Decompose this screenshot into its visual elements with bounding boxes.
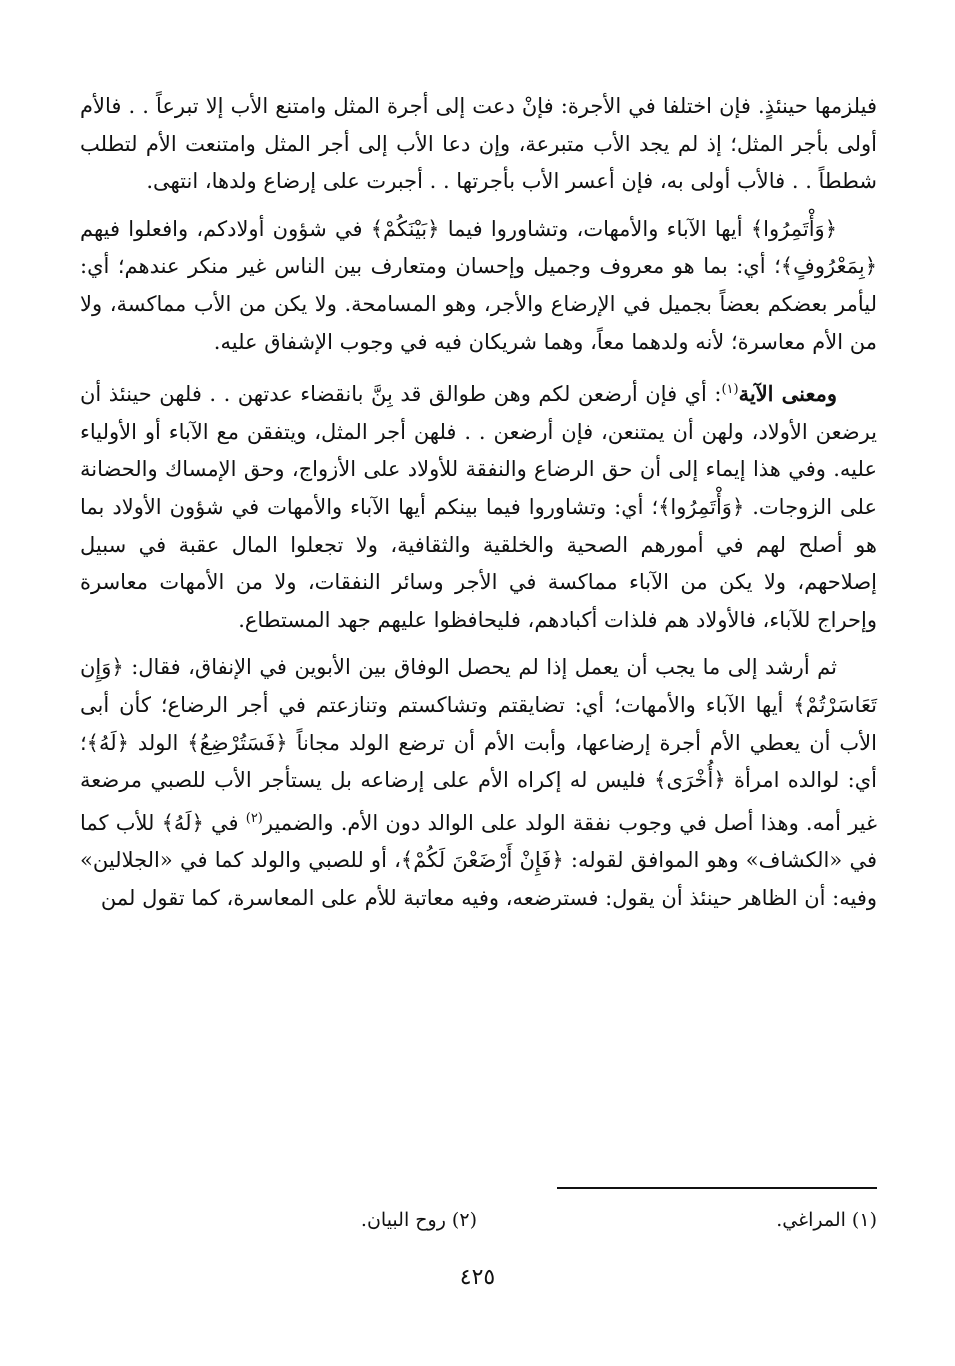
paragraph-3-text: : أي فإن أرضعن لكم وهن طوالق قد بِنَّ بانقضاء عدتهن . . فلهن حينئذ أن يرضعن الأولاد، ولهن أن يمتنعن، فإن أرضعن . . فلهن أجر المثل، ويتفقن مع الآباء أو الأولياء عليه. وفي هذا إيماء إلى أن حق الرضاع والنفقة للأولاد على الأزواج، وحق الإمساك والحضانة على الزوجات. ﴿وَأْتَمِرُوا﴾؛ أي: وتشاوروا فيما بينكم أيها الآباء والأمهات في شؤون الأولاد بما هو أصلح لهم في أمورهم الصحية والخلقية والثقافية، ولا تجعلوا المال عقبة في سبيل إصلاحهم، ولا يكن من الآباء مماكسة في الأجر وسائر النفقات، ولا من الأمهات معاسرة وإحراج للآباء، فالأولاد هم فلذات أكبادهم، فليحافظوا عليهم جهد المستطاع. [80, 382, 877, 632]
page-body [80, 88, 877, 917]
paragraph-4-text-after: في ﴿لَهُ﴾ للأب كما في «الكشاف» وهو الموافق لقوله: ﴿فَإِنْ أَرْضَعْنَ لَكُمْ﴾، أو للصبي والولد كما في «الجلالين» وفيه: أن الظاهر حينئذ أن يقول: فسترضعه، وفيه معاتبة للأم على المعاسرة، كما تقول لمن [80, 810, 877, 910]
paragraph-4-text-before: ثم أرشد إلى ما يجب أن يعمل إذا لم يحصل الوفاق بين الأبوين في الإنفاق، فقال: ﴿وَإِن تَعَاسَرْتُمْ﴾ أيها الآباء والأمهات؛ أي: تضايقتم وتشاكستم وتنازعتم في أجر الرضاع؛ كأن أبى الأب أن يعطي الأم أجرة إرضاعها، وأبت الأم أن ترضع الولد مجاناً ﴿فَسَتُرْضِعُ﴾ الولد ﴿لَهُ﴾؛ أي: لوالده امرأة ﴿أُخْرَى﴾ فليس له إكراه الأم على إرضاعه بل يستأجر الأب للصبي مرضعة غير أمه. وهذا أصل في وجوب نفقة الولد على الوالد دون الأم. والضمير [80, 655, 877, 835]
page-number: ٤٢٥ [459, 1265, 496, 1290]
paragraph-1 [80, 88, 877, 201]
paragraph-4 [80, 649, 877, 917]
paragraph-3 [80, 371, 877, 639]
paragraph-2-text: ﴿وَأْتَمِرُوا﴾ أيها الآباء والأمهات، وتشاوروا فيما ﴿بَيْنَكُمْ﴾ في شؤون أولادكم، وافعلوا فيهم ﴿بِمَعْرُوفٍ﴾؛ أي: بما هو معروف وجميل وإحسان ومتعارف بين الناس غير منكر عندهم؛ أي: ليأمر بعضكم بعضاً بجميل في الإرضاع والأجر، وهو المسامحة. ولا يكن من الأب مماكسة، ولا من الأم معاسرة؛ لأنه ولدهما معاً، وهما شريكان فيه في وجوب الإشفاق عليه. [80, 216, 877, 354]
footnote-2: (٢) روح البيان. [360, 1209, 477, 1231]
footnote-ref-2: (٢) [245, 810, 263, 826]
paragraph-2 [80, 211, 877, 361]
footnotes [80, 1205, 877, 1235]
paragraph-3-lead: ومعنى الآية [738, 381, 837, 407]
footnote-divider [557, 1187, 877, 1189]
paragraph-1-text: فيلزمها حينئذٍ. فإن اختلفا في الأجرة: فإنْ دعت إلى أجرة المثل وامتنع الأب إلا تبرعاً . . فالأم أولى بأجر المثل؛ إذ لم يجد الأب متبرعة، وإن دعا الأب إلى أجر المثل وامتنعت الأم لتطلب شططاً . . فالأب أولى به، فإن أعسر الأب بأجرتها . . أجبرت على إرضاع ولدها، انتهى. [80, 94, 877, 194]
footnote-ref-1: (١) [721, 382, 739, 398]
footnote-1: (١) المراغي. [776, 1209, 877, 1231]
